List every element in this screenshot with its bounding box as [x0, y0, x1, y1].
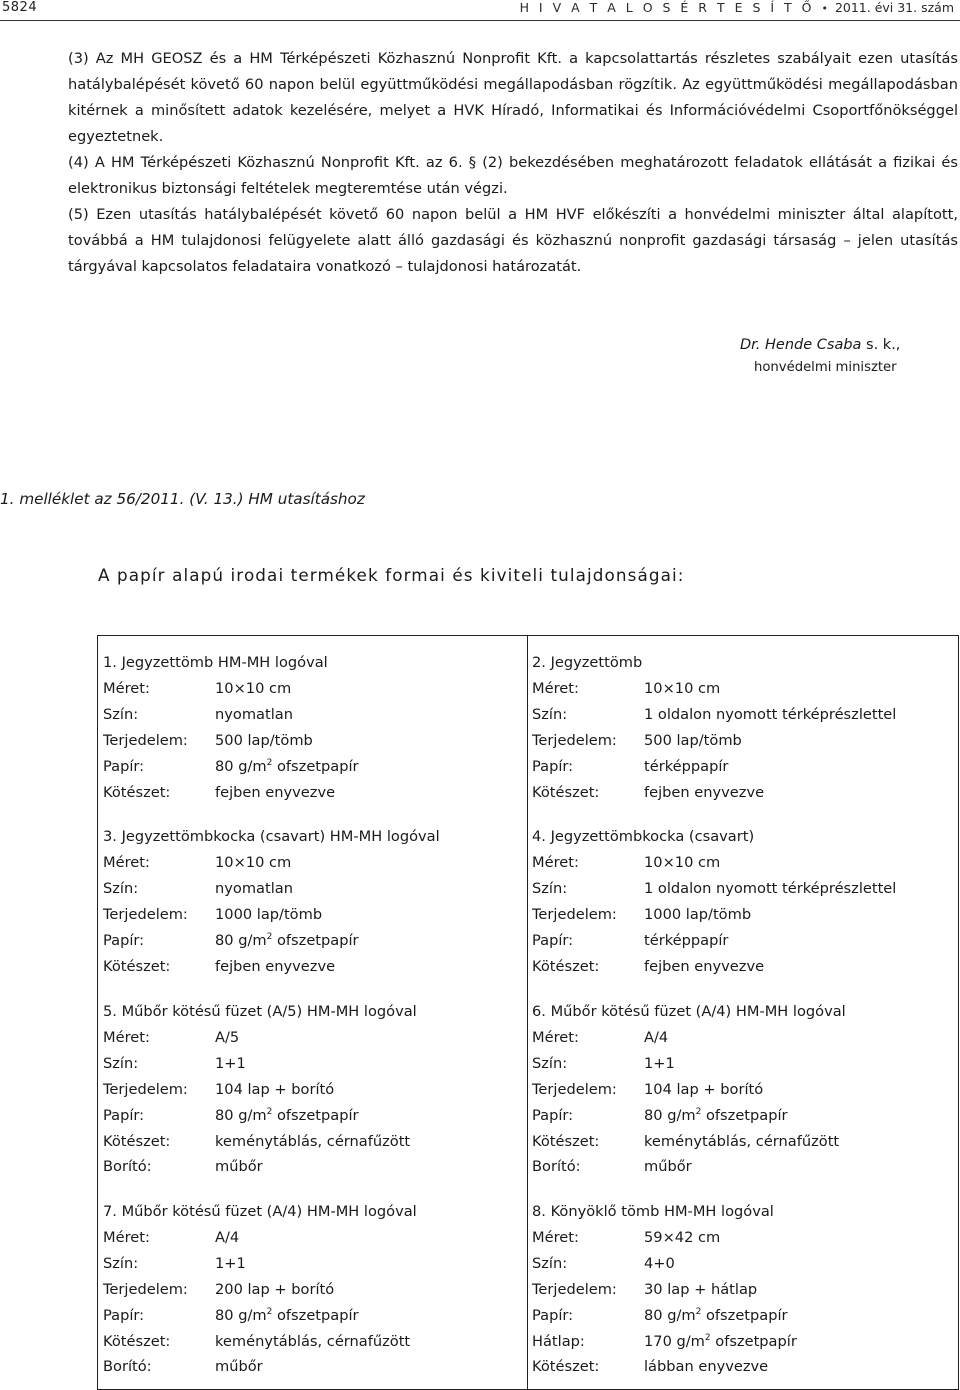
spec-value — [644, 780, 764, 806]
spec-row — [532, 1251, 797, 1277]
spec-label: Méret: — [103, 853, 150, 871]
spec-value — [215, 876, 293, 902]
spec-label: Méret: — [532, 1228, 579, 1246]
product-title: 5. Műbőr kötésű füzet (A/5) HM-MH logóval — [103, 1003, 417, 1020]
spec-row — [532, 1025, 846, 1051]
spec-label: Kötészet: — [532, 1358, 600, 1376]
spec-label: Szín: — [532, 705, 568, 723]
spec-label: Szín: — [532, 1254, 568, 1272]
spec-value-text: 10×10 cm — [644, 679, 721, 697]
spec-value-text: 1+1 — [644, 1054, 675, 1072]
spec-row — [532, 1329, 797, 1355]
header-rule — [0, 20, 960, 21]
spec-value — [215, 728, 313, 754]
spec-value-text: 1 oldalon nyomott térképrészlettel — [644, 705, 897, 723]
spec-value — [644, 876, 896, 902]
spec-value — [215, 1303, 359, 1329]
spec-row — [103, 1077, 417, 1103]
product-item — [103, 824, 440, 979]
spec-value-text: 1+1 — [215, 1054, 246, 1072]
product-item — [103, 1199, 417, 1380]
spec-row — [103, 1225, 417, 1251]
spec-label: Borító: — [103, 1158, 152, 1176]
spec-value — [644, 754, 728, 780]
spec-value — [215, 1051, 246, 1077]
spec-value — [215, 1077, 334, 1103]
spec-value — [644, 928, 728, 954]
spec-value-tail: ofszetpapír — [701, 1106, 788, 1124]
spec-label: Kötészet: — [103, 957, 171, 975]
spec-row — [103, 1251, 417, 1277]
spec-value — [644, 850, 720, 876]
spec-row — [532, 728, 896, 754]
spec-value — [644, 1329, 797, 1355]
spec-label: Terjedelem: — [103, 1080, 188, 1098]
spec-label: Terjedelem: — [103, 1280, 188, 1298]
signer-suffix: s. k., — [861, 337, 901, 353]
spec-value-text: 80 g/m — [644, 1306, 696, 1324]
spec-value — [644, 954, 764, 980]
spec-value — [215, 1251, 246, 1277]
spec-value-text: 59×42 cm — [644, 1228, 721, 1246]
spec-label: Papír: — [103, 931, 145, 949]
spec-value — [215, 850, 291, 876]
annex-subtitle: A papír alapú irodai termékek formai és kiviteli tulajdonságai: — [98, 565, 685, 585]
spec-label: Méret: — [103, 679, 150, 697]
spec-label: Papír: — [532, 757, 574, 775]
signature-name — [740, 337, 900, 353]
product-title: 3. Jegyzettömbkocka (csavart) HM-MH logóval — [103, 828, 440, 845]
spec-superscript: 2 — [266, 757, 273, 768]
spec-value — [215, 1277, 334, 1303]
spec-row — [103, 676, 359, 702]
spec-value-text: térképpapír — [644, 757, 729, 775]
column-divider — [527, 636, 528, 1389]
spec-value-text: 1000 lap/tömb — [644, 905, 752, 923]
signer-name: Dr. Hende Csaba — [740, 337, 862, 353]
spec-label: Kötészet: — [103, 783, 171, 801]
running-head — [520, 0, 954, 15]
signature-title: honvédelmi miniszter — [754, 360, 897, 375]
spec-row — [103, 1051, 417, 1077]
spec-value-text: műbőr — [644, 1158, 692, 1176]
spec-value-tail: ofszetpapír — [710, 1332, 797, 1350]
spec-label: Méret: — [103, 1228, 150, 1246]
page-number: 5824 — [2, 0, 38, 15]
spec-label: Szín: — [103, 1054, 139, 1072]
spec-value-text: műbőr — [215, 1158, 263, 1176]
spec-value-text: 80 g/m — [215, 931, 267, 949]
spec-value — [215, 954, 335, 980]
spec-value — [644, 1051, 675, 1077]
spec-label: Szín: — [103, 879, 139, 897]
spec-label: Szín: — [532, 879, 568, 897]
spec-label: Kötészet: — [532, 1132, 600, 1150]
product-item — [532, 824, 896, 979]
spec-label: Terjedelem: — [103, 905, 188, 923]
product-item — [103, 999, 417, 1180]
spec-row — [532, 1225, 797, 1251]
spec-label: Papír: — [103, 1306, 145, 1324]
product-title: 4. Jegyzettömbkocka (csavart) — [532, 828, 755, 845]
spec-value-text: 4+0 — [644, 1254, 675, 1272]
spec-label: Kötészet: — [532, 957, 600, 975]
spec-row — [103, 876, 440, 902]
spec-row — [532, 1129, 846, 1155]
spec-value-text: térképpapír — [644, 931, 729, 949]
spec-value-text: fejben enyvezve — [644, 783, 765, 801]
spec-label: Méret: — [103, 1028, 150, 1046]
body-text — [68, 46, 958, 280]
spec-row — [532, 1103, 846, 1129]
spec-value — [644, 1129, 839, 1155]
spec-label: Terjedelem: — [532, 905, 617, 923]
spec-value — [644, 702, 896, 728]
spec-value — [644, 1354, 768, 1380]
spec-value-text: 10×10 cm — [215, 853, 292, 871]
spec-value — [644, 1277, 757, 1303]
spec-row — [532, 1077, 846, 1103]
product-item — [532, 1199, 797, 1380]
spec-row — [532, 1303, 797, 1329]
spec-row — [103, 1103, 417, 1129]
spec-label: Szín: — [532, 1054, 568, 1072]
spec-value-text: keménytáblás, cérnafűzött — [215, 1332, 411, 1350]
spec-value-tail: ofszetpapír — [272, 1106, 359, 1124]
spec-label: Papír: — [103, 757, 145, 775]
spec-value-text: fejben enyvezve — [215, 957, 336, 975]
spec-row — [532, 1154, 846, 1180]
product-title: 7. Műbőr kötésű füzet (A/4) HM-MH logóval — [103, 1203, 417, 1220]
product-title: 2. Jegyzettömb — [532, 654, 643, 671]
paragraph-5: (5) Ezen utasítás hatálybalépését követő 60 napon belül a HM HVF előkészíti a honvédelmi miniszter által alapított, továbbá a HM tulajdonosi felügyelete alatt álló gazdasági és közhasznú nonprofit gazdasági társaság – jelen utasítás tárgyával kapcsolatos feladataira vonatkozó – tulajdonosi határozatát. — [68, 206, 958, 275]
spec-value — [644, 728, 742, 754]
spec-value-text: 1+1 — [215, 1254, 246, 1272]
spec-label: Terjedelem: — [532, 1280, 617, 1298]
spec-label: Borító: — [532, 1158, 581, 1176]
spec-row — [103, 728, 359, 754]
spec-label: Méret: — [532, 679, 579, 697]
spec-value-text: 104 lap + borító — [215, 1080, 335, 1098]
spec-label: Kötészet: — [103, 1332, 171, 1350]
spec-label: Méret: — [532, 853, 579, 871]
product-table — [97, 635, 959, 1390]
spec-value — [644, 1154, 692, 1180]
spec-value — [215, 702, 293, 728]
spec-row — [103, 850, 440, 876]
spec-row — [103, 954, 440, 980]
page-header — [0, 0, 960, 22]
spec-value — [215, 1225, 239, 1251]
spec-value-text: A/4 — [644, 1028, 669, 1046]
spec-value-text: 10×10 cm — [215, 679, 292, 697]
spec-row — [532, 676, 896, 702]
spec-value — [644, 902, 751, 928]
spec-label: Terjedelem: — [103, 731, 188, 749]
spec-superscript: 2 — [266, 1106, 273, 1117]
spec-row — [103, 1303, 417, 1329]
spec-value-tail: ofszetpapír — [701, 1306, 788, 1324]
spec-value-tail: ofszetpapír — [272, 757, 359, 775]
spec-label: Méret: — [532, 1028, 579, 1046]
spec-value-text: lábban enyvezve — [644, 1358, 769, 1376]
spec-value-text: 80 g/m — [215, 1106, 267, 1124]
spec-superscript: 2 — [704, 1332, 711, 1343]
spec-value — [644, 1303, 788, 1329]
spec-row — [532, 1051, 846, 1077]
spec-value-tail: ofszetpapír — [272, 931, 359, 949]
spec-row — [532, 780, 896, 806]
spec-value — [644, 1251, 675, 1277]
spec-value — [644, 1077, 763, 1103]
spec-label: Borító: — [103, 1358, 152, 1376]
paragraph-4: (4) A HM Térképészeti Közhasznú Nonprofit Kft. az 6. § (2) bekezdésében meghatározott feladatok ellátását a fizikai és elektronikus biztonsági feltételek megteremtése után végzi. — [68, 154, 958, 197]
spec-row — [532, 702, 896, 728]
spec-value-text: A/4 — [215, 1228, 240, 1246]
spec-label: Szín: — [103, 705, 139, 723]
spec-value-text: fejben enyvezve — [644, 957, 765, 975]
spec-value-text: 10×10 cm — [644, 853, 721, 871]
spec-value-text: 200 lap + borító — [215, 1280, 335, 1298]
spec-label: Papír: — [532, 931, 574, 949]
spec-row — [532, 876, 896, 902]
spec-value-text: 1 oldalon nyomott térképrészlettel — [644, 879, 897, 897]
spec-label: Terjedelem: — [532, 1080, 617, 1098]
spec-value-text: műbőr — [215, 1358, 263, 1376]
spec-row — [103, 928, 440, 954]
spec-label: Terjedelem: — [532, 731, 617, 749]
spec-value — [644, 1025, 668, 1051]
spec-superscript: 2 — [695, 1306, 702, 1317]
spec-value-text: 80 g/m — [215, 757, 267, 775]
spec-label: Papír: — [532, 1106, 574, 1124]
spec-value-text: 104 lap + borító — [644, 1080, 764, 1098]
spec-row — [532, 928, 896, 954]
spec-value — [644, 1225, 720, 1251]
spec-row — [103, 1154, 417, 1180]
spec-label: Kötészet: — [103, 1132, 171, 1150]
spec-row — [103, 902, 440, 928]
product-item — [103, 650, 359, 805]
spec-value-text: A/5 — [215, 1028, 240, 1046]
annex-title: 1. melléklet az 56/2011. (V. 13.) HM utasításhoz — [0, 490, 365, 508]
spec-label: Szín: — [103, 1254, 139, 1272]
spec-row — [532, 754, 896, 780]
spec-value — [644, 1103, 788, 1129]
spec-value — [215, 780, 335, 806]
spec-row — [532, 902, 896, 928]
spec-value-text: keménytáblás, cérnafűzött — [644, 1132, 840, 1150]
spec-row — [103, 1129, 417, 1155]
spec-row — [532, 1277, 797, 1303]
bullet-separator: • — [821, 2, 828, 15]
spec-value-tail: ofszetpapír — [272, 1306, 359, 1324]
product-item — [532, 650, 896, 805]
product-title: 1. Jegyzettömb HM-MH logóval — [103, 654, 328, 671]
spec-value-text: 1000 lap/tömb — [215, 905, 323, 923]
spec-value-text: 80 g/m — [215, 1306, 267, 1324]
spec-value — [215, 1025, 239, 1051]
spec-value — [215, 1129, 410, 1155]
spec-superscript: 2 — [266, 931, 273, 942]
spec-value — [215, 1154, 263, 1180]
spec-value-text: 500 lap/tömb — [644, 731, 742, 749]
spec-row — [532, 850, 896, 876]
spec-row — [103, 1025, 417, 1051]
spec-value — [215, 1354, 263, 1380]
spec-value — [215, 902, 322, 928]
product-title: 6. Műbőr kötésű füzet (A/4) HM-MH logóval — [532, 1003, 846, 1020]
spec-row — [103, 702, 359, 728]
spec-value-text: 170 g/m — [644, 1332, 705, 1350]
spec-row — [103, 1354, 417, 1380]
spec-value — [215, 754, 359, 780]
spec-value — [644, 676, 720, 702]
spec-value — [215, 676, 291, 702]
product-item — [532, 999, 846, 1180]
spec-row — [532, 1354, 797, 1380]
spec-value — [215, 1103, 359, 1129]
spec-label: Papír: — [532, 1306, 574, 1324]
paragraph-3: (3) Az MH GEOSZ és a HM Térképészeti Közhasznú Nonprofit Kft. a kapcsolattartás részletes szabályait ezen utasítás hatálybalépését követő 60 napon belül együttműködési megállapodásban rögzítik. Az együttműködési megállapodásban kitérnek a minősített adatok kezelésére, melyet a HVK Híradó, Informatikai és Információvédelmi Csoportfőnökséggel egyeztetnek. — [68, 50, 958, 145]
spec-value-text: 80 g/m — [644, 1106, 696, 1124]
spec-value-text: keménytáblás, cérnafűzött — [215, 1132, 411, 1150]
spec-label: Kötészet: — [532, 783, 600, 801]
spec-row — [532, 954, 896, 980]
spec-label: Hátlap: — [532, 1332, 585, 1350]
spec-row — [103, 1329, 417, 1355]
spec-value — [215, 928, 359, 954]
spec-label: Papír: — [103, 1106, 145, 1124]
issue-label: 2011. évi 31. szám — [834, 0, 954, 15]
spec-row — [103, 1277, 417, 1303]
spec-value-text: nyomatlan — [215, 879, 293, 897]
spec-row — [103, 780, 359, 806]
spec-superscript: 2 — [266, 1306, 273, 1317]
spec-value-text: fejben enyvezve — [215, 783, 336, 801]
spec-value-text: 30 lap + hátlap — [644, 1280, 758, 1298]
product-title: 8. Könyöklő tömb HM-MH logóval — [532, 1203, 774, 1220]
spec-superscript: 2 — [695, 1106, 702, 1117]
spec-row — [103, 754, 359, 780]
spec-value-text: 500 lap/tömb — [215, 731, 313, 749]
spec-value-text: nyomatlan — [215, 705, 293, 723]
spec-value — [215, 1329, 410, 1355]
publication-name: H I V A T A L O S É R T E S Í T Ő — [519, 0, 815, 15]
